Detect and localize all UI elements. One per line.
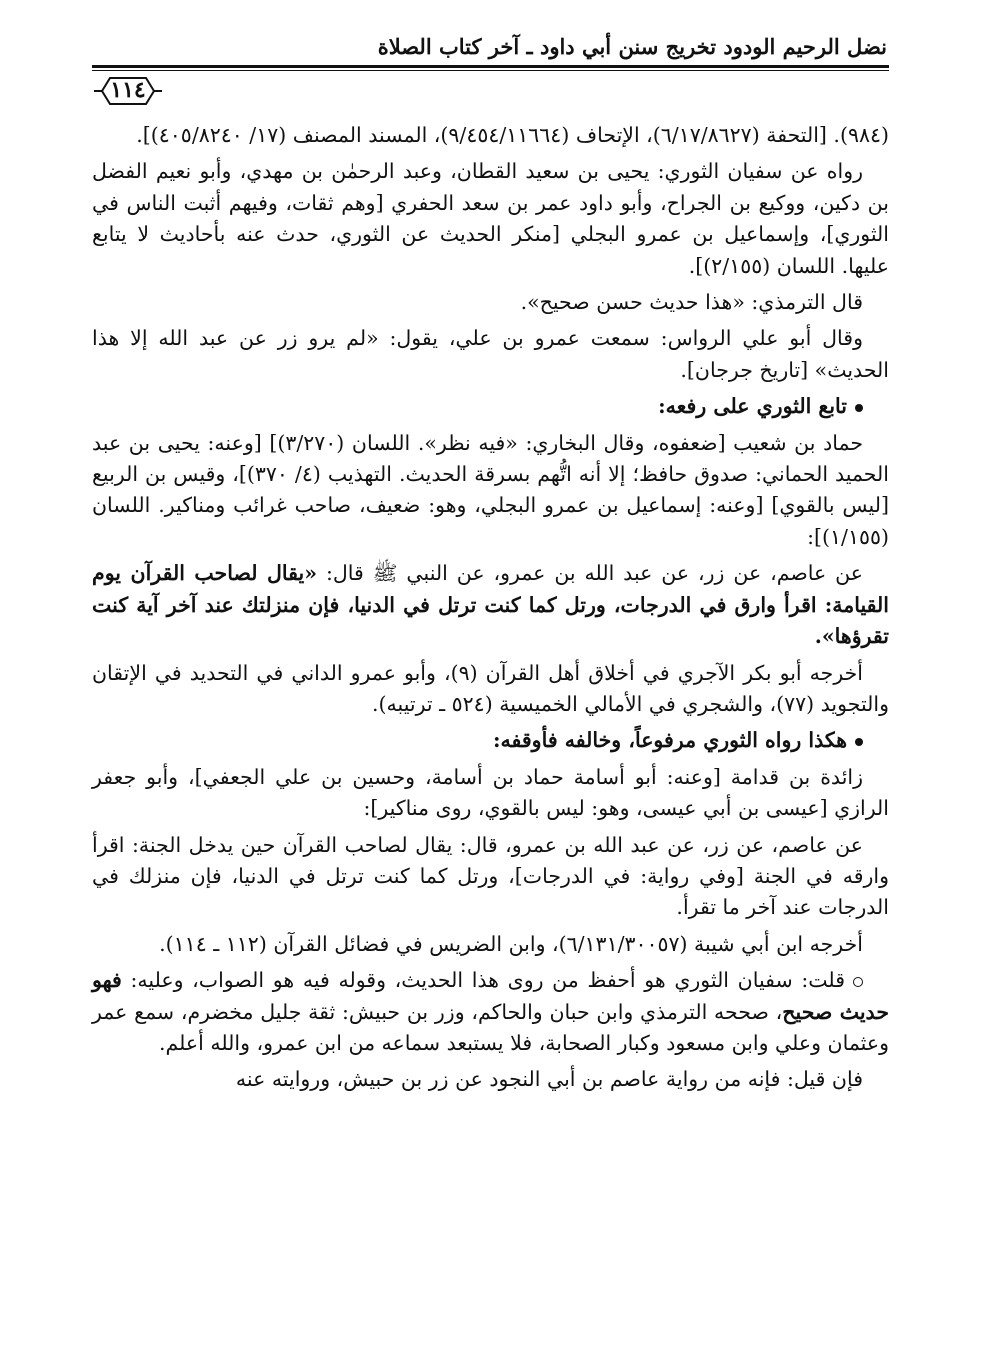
paragraph-zaidah: زائدة بن قدامة [وعنه: أبو أسامة حماد بن أسامة، وحسين بن علي الجعفي]، وأبو جعفر الرازي [عيسى بن أبي عيسى، وهو: ليس بالقوي، روى مناكير]:	[92, 764, 889, 821]
ring-bullet-icon	[853, 977, 863, 987]
bullet-icon	[855, 404, 863, 412]
paragraph-narrators: رواه عن سفيان الثوري: يحيى بن سعيد القطان، وعبد الرحمٰن بن مهدي، وأبو نعيم الفضل بن دكين، ووكيع بن الجراح، وأبو داود عمر بن سعد الحفري [وهم ثقات، وفيهم أثبت الناس في الثوري]، وإسماعيل بن عمرو البجلي [منكر الحديث عن الثوري، حدث عنه بأحاديث لا يتابع عليها. اللسان (٢/١٥٥)].	[92, 159, 889, 278]
paragraph-conclusion	[92, 965, 889, 1059]
hadith-matn: «يقال لصاحب القرآن يوم القيامة: اقرأ وارق في الدرجات، ورتل كما كنت ترتل في الدنيا، فإن منزلتك عند آخر آية كنت تقرؤها».	[92, 561, 889, 649]
paragraph-citation-continued: (٩٨٤). [التحفة (٦/١٧/٨٦٢٧)، الإتحاف (٩/٤٥٤/١١٦٦٤)، المسند المصنف (١٧/ ٤٠٥/٨٢٤٠)].	[136, 123, 889, 147]
running-title: نضل الرحيم الودود تخريج سنن أبي داود ـ آخر كتاب الصلاة	[377, 34, 887, 59]
paragraph-hadith-text	[92, 558, 889, 652]
section-heading-follow-up	[92, 391, 889, 422]
page-body	[92, 120, 889, 1101]
section-heading-mawquf	[92, 725, 889, 756]
paragraph-ibn-abi-shaybah: أخرجه ابن أبي شيبة (٦/١٣١/٣٠٠٥٧)، وابن الضريس في فضائل القرآن (١١٢ ـ ١١٤).	[159, 931, 863, 956]
paragraph-tirmidhi: قال الترمذي: «هذا حديث حسن صحيح».	[520, 290, 863, 315]
header-rule-thick	[92, 65, 889, 68]
hadith-isnad: عن عاصم، عن زر، عن عبد الله بن عمرو، عن النبي ﷺ قال:	[317, 561, 863, 586]
section-heading-text: تابع الثوري على رفعه:	[658, 394, 847, 419]
paragraph-objection: فإن قيل: فإنه من رواية عاصم بن أبي النجود عن زر بن حبيش، وروايته عنه	[235, 1067, 863, 1092]
header-rule-thin	[92, 70, 889, 71]
paragraph-hammad: حماد بن شعيب [ضعفوه، وقال البخاري: «فيه نظر». اللسان (٣/٢٧٠)] [وعنه: يحيى بن عبد الحميد الحماني: صدوق حافظ؛ إلا أنه اتُّهم بسرقة الحديث. التهذيب (٤/ ٣٧٠)]، وقيس بن الربيع [ليس بالقوي] [وعنه: إسماعيل بن عمرو البجلي، وهو: ضعيف، صاحب غرائب ومناكير. اللسان (١/١٥٥)]:	[92, 430, 889, 549]
conclusion-lead: قلت: سفيان الثوري هو أحفظ من روى هذا الحديث، وقوله فيه هو الصواب، وعليه:	[121, 968, 845, 993]
conclusion-verdict: فهو حديث صحيح	[92, 968, 889, 1024]
paragraph-ajurri: أخرجه أبو بكر الآجري في أخلاق أهل القرآن (٩)، وأبو عمرو الداني في التحديد في الإتقان والتجويد (٧٧)، والشجري في الأمالي الخميسية (٥٢٤ ـ ترتيبه).	[92, 660, 889, 716]
paragraph-rawwas: وقال أبو علي الرواس: سمعت عمرو بن علي، يقول: «لم يرو زر عن عبد الله إلا هذا الحديث» [تاريخ جرجان].	[92, 326, 889, 382]
paragraph-mawquf-text: عن عاصم، عن زر، عن عبد الله بن عمرو، قال: يقال لصاحب القرآن حين يدخل الجنة: اقرأ وارقه في الجنة [وفي رواية: في الدرجات]، ورتل كما كنت ترتل في الدنيا، فإن منزلك في الدرجات عند آخر ما تقرأ.	[92, 832, 889, 920]
section-heading-text: هكذا رواه الثوري مرفوعاً، وخالفه فأوقفه:	[492, 728, 847, 753]
page-number: ١١٤	[110, 77, 146, 103]
bullet-icon	[855, 738, 863, 746]
conclusion-rest: ، صححه الترمذي وابن حبان والحاكم، وزر بن حبيش: ثقة جليل مخضرم، سمع عمر وعثمان وعلي وابن مسعود وكبار الصحابة، فلا يستبعد سماعه من ابن عمرو، والله أعلم.	[92, 999, 889, 1055]
page-header	[92, 30, 889, 103]
page-number-badge	[92, 74, 164, 108]
